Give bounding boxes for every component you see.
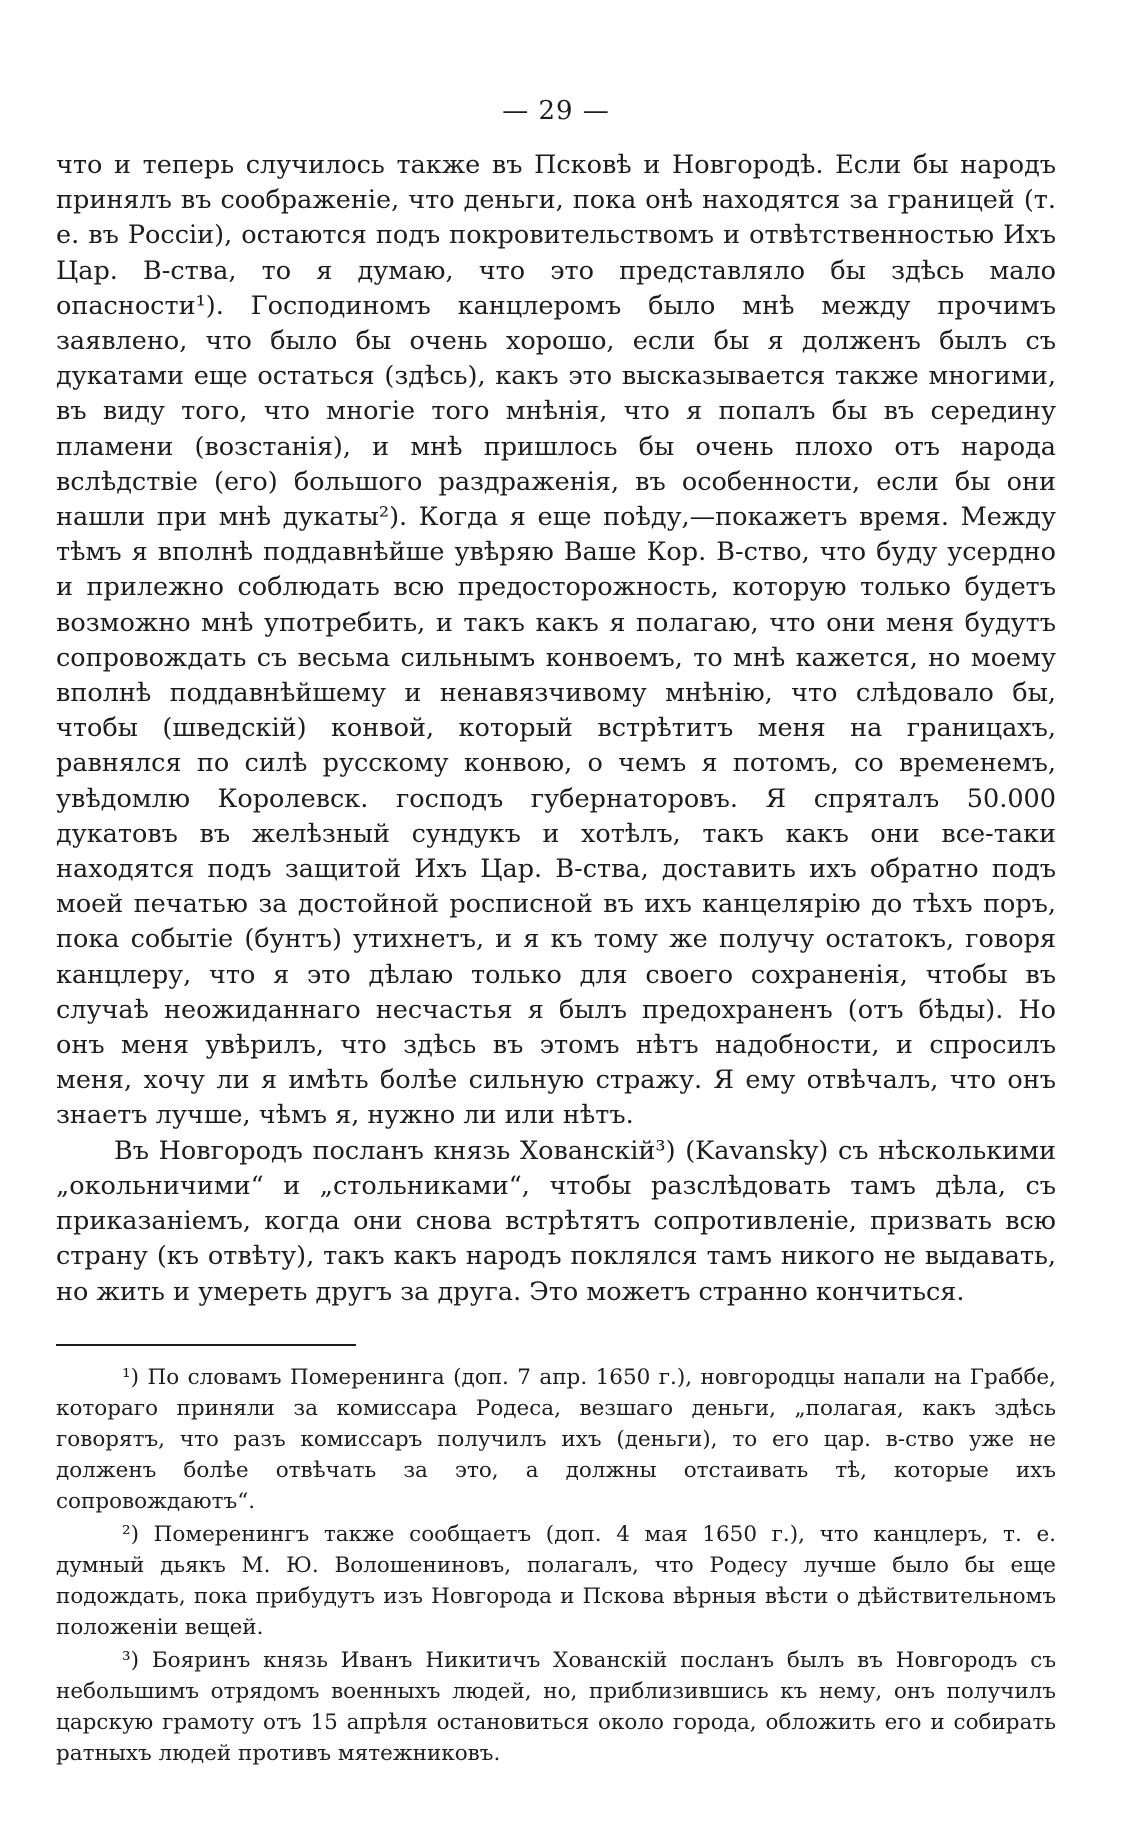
page-number: — 29 — [502, 96, 610, 126]
footnote-1: ¹) По словамъ Померенинга (доп. 7 апр. 1650 г.), новгородцы напали на Граббе, котораго приняли за комиссара Родеса, везшаго деньги, „полагая, какъ здѣсь говорятъ, что разъ комиссаръ получилъ ихъ (деньги), то его цар. в-ство уже не долженъ болѣе отвѣчать за это, а должны отстаивать тѣ, которые ихъ сопровождаютъ“. [56, 1364, 1056, 1514]
paragraph-2: Въ Новгородъ посланъ князь Хованскій³) (Kavansky) съ нѣсколькими „окольничими“ и „стольниками“, чтобы разслѣдовать тамъ дѣла, съ приказаніемъ, когда они снова встрѣтятъ сопротивленіе, призвать всю страну (къ отвѣту), такъ какъ народъ поклялся тамъ никого не выдавать, но жить и умереть другъ за друга. Это можетъ странно кончиться. [56, 1135, 1056, 1307]
footnote-2: ²) Померенингъ также сообщаетъ (доп. 4 мая 1650 г.), что канцлеръ, т. е. думный дьякъ М. Ю. Волошениновъ, полагалъ, что Родесу лучше было бы еще подождать, пока прибудутъ изъ Новгорода и Пскова вѣрныя вѣсти о дѣйствительномъ положеніи вещей. [56, 1521, 1056, 1640]
footnote-3: ³) Бояринъ князь Иванъ Никитичъ Хованскій посланъ былъ въ Новгородъ съ небольшимъ отрядомъ военныхъ людей, но, приблизившись къ нему, онъ получилъ царскую грамоту отъ 15 апрѣля остановиться около города, обложить его и собирать ратныхъ людей противъ мятежниковъ. [56, 1647, 1056, 1766]
footnotes [56, 1362, 1056, 1769]
paragraph-1: что и теперь случилось также въ Псковѣ и Новгородѣ. Если бы народъ принялъ въ соображеніе, что деньги, пока онѣ находятся за границей (т. е. въ Россіи), остаются подъ покровительствомъ и отвѣтственностью Ихъ Цар. В-ства, то я думаю, что это представляло бы здѣсь мало опасности¹). Господиномъ канцлеромъ было мнѣ между прочимъ заявлено, что было бы очень хорошо, если бы я долженъ былъ съ дукатами еще остаться (здѣсь), какъ это высказывается также многими, въ виду того, что многіе того мнѣнія, что я попалъ бы въ середину пламени (возстанія), и мнѣ пришлось бы очень плохо отъ народа вслѣдствіе (его) большого раздраженія, въ особенности, если бы они нашли при мнѣ дукаты²). Когда я еще поѣду,—покажетъ время. Между тѣмъ я вполнѣ поддавнѣйше увѣряю Ваше Кор. В-ство, что буду усердно и прилежно соблюдать всю предосторожность, которую только будетъ возможно мнѣ употребить, и такъ какъ я полагаю, что они меня будутъ сопровождать съ весьма сильнымъ конвоемъ, то мнѣ кажется, но моему вполнѣ поддавнѣйшему и ненавязчивому мнѣнію, что слѣдовало бы, чтобы (шведскій) конвой, который встрѣтитъ меня на границахъ, равнялся по силѣ русскому конвою, о чемъ я потомъ, со временемъ, увѣдомлю Королевск. господъ губернаторовъ. Я спряталъ 50.000 дукатовъ въ желѣзный сундукъ и хотѣлъ, такъ какъ они все-таки находятся подъ защитой Ихъ Цар. В-ства, доставить ихъ обратно подъ моей печатью за достойной росписной въ ихъ канцелярію до тѣхъ поръ, пока событіе (бунтъ) утихнетъ, и я къ тому же получу остатокъ, говоря канцлеру, что я это дѣлаю только для своего сохраненія, чтобы въ случаѣ неожиданнаго несчастья я былъ предохраненъ (отъ бѣды). Но онъ меня увѣрилъ, что здѣсь въ этомъ нѣтъ надобности, и спросилъ меня, хочу ли я имѣть болѣе сильную стражу. Я ему отвѣчалъ, что онъ знаетъ лучше, чѣмъ я, нужно ли или нѣтъ. [56, 150, 1056, 1131]
footnote-divider [56, 1344, 356, 1346]
main-text [56, 148, 1056, 1310]
book-page [56, 96, 1056, 1769]
